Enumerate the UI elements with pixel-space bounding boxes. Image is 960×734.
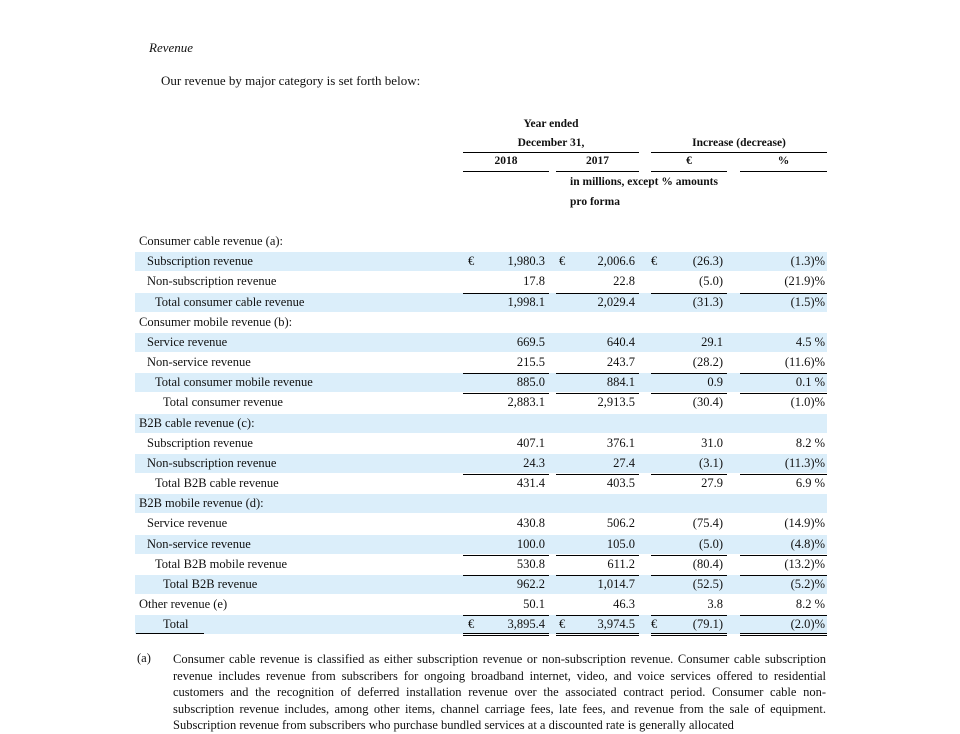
table-row bbox=[135, 313, 827, 332]
cell-v2017: 46.3 bbox=[613, 597, 635, 612]
row-label: Total bbox=[163, 617, 189, 632]
table-row bbox=[135, 293, 827, 312]
table-row bbox=[135, 353, 827, 372]
header-december: December 31, bbox=[517, 137, 585, 149]
cell-v2017: 3,974.5 bbox=[597, 617, 635, 632]
rule-percent bbox=[740, 171, 827, 172]
table-row bbox=[135, 595, 827, 614]
footnote-text: Consumer cable revenue is classified as either subscription revenue or non-subscription revenue. Consumer cable subscription revenue includes revenue from subscribers for ongoing broadband internet, video, and voice services offered to residential customers and the recognition of deferred installation revenue over the associated contract period. Consumer cable non-subscription revenue includes, among other items, channel carriage fees, late fees, and revenue from the sale of equipment. Subscription revenue from subscribers who purchase bundled services at a discounted rate is generally allocated bbox=[173, 652, 826, 732]
subtotal-rule bbox=[740, 555, 827, 556]
cell-v2018: 1,998.1 bbox=[507, 294, 545, 309]
header-rule-change bbox=[651, 152, 827, 153]
subtotal-rule bbox=[740, 393, 827, 394]
cell-pct: (1.0)% bbox=[790, 395, 825, 410]
cell-chg: 29.1 bbox=[701, 334, 723, 349]
table-row bbox=[135, 272, 827, 291]
cell-v2018: 17.8 bbox=[523, 274, 545, 289]
footnote-rule bbox=[136, 633, 204, 634]
cell-pct: (4.8)% bbox=[790, 536, 825, 551]
rule-euro bbox=[651, 171, 727, 172]
cell-chg: (5.0) bbox=[699, 274, 723, 289]
row-label: Total B2B revenue bbox=[163, 576, 258, 591]
header-rule-years bbox=[463, 152, 639, 153]
cell-v2017: 2,913.5 bbox=[597, 395, 635, 410]
table-row bbox=[135, 434, 827, 453]
row-label: Total consumer cable revenue bbox=[155, 294, 305, 309]
row-label: Total consumer mobile revenue bbox=[155, 375, 313, 390]
row-label: Consumer mobile revenue (b): bbox=[139, 314, 293, 329]
table-row bbox=[135, 514, 827, 533]
rule-2017 bbox=[556, 171, 639, 172]
cell-chg: (3.1) bbox=[699, 455, 723, 470]
cell-chg: (79.1) bbox=[692, 617, 723, 632]
cell-v2017: 884.1 bbox=[606, 375, 635, 390]
cell-v2018: 3,895.4 bbox=[507, 617, 545, 632]
table-row bbox=[135, 474, 827, 493]
cell-v2018: 430.8 bbox=[516, 516, 545, 531]
header-pro-forma: pro forma bbox=[570, 196, 620, 208]
cell-pct: (5.2)% bbox=[790, 576, 825, 591]
cell-v2018: 407.1 bbox=[516, 435, 545, 450]
cell-pct: 0.1 % bbox=[795, 375, 825, 390]
row-label: Consumer cable revenue (a): bbox=[139, 234, 284, 248]
currency-symbol: € bbox=[468, 254, 475, 269]
row-label: Service revenue bbox=[147, 516, 228, 531]
cell-v2017: 27.4 bbox=[613, 455, 635, 470]
cell-chg: (52.5) bbox=[692, 576, 723, 591]
cell-chg: (31.3) bbox=[692, 294, 723, 309]
cell-v2017: 1,014.7 bbox=[597, 576, 635, 591]
subtotal-rule bbox=[740, 373, 827, 374]
cell-pct: 4.5 % bbox=[795, 334, 825, 349]
section-heading: Revenue bbox=[149, 40, 194, 55]
cell-v2018: 431.4 bbox=[516, 476, 545, 491]
row-label: Non-service revenue bbox=[147, 355, 251, 370]
currency-symbol: € bbox=[651, 617, 658, 632]
row-label: Total consumer revenue bbox=[163, 395, 283, 410]
row-label: Subscription revenue bbox=[147, 435, 253, 450]
cell-v2017: 403.5 bbox=[606, 476, 635, 491]
cell-v2017: 2,029.4 bbox=[597, 294, 635, 309]
subtotal-rule bbox=[463, 575, 549, 576]
cell-pct: (13.2)% bbox=[784, 556, 825, 571]
intro-text: Our revenue by major category is set forth below: bbox=[161, 73, 421, 88]
total-double-rule bbox=[556, 633, 639, 636]
currency-symbol: € bbox=[559, 617, 566, 632]
subtotal-rule bbox=[740, 293, 827, 294]
subtotal-rule bbox=[556, 474, 639, 475]
table-row bbox=[135, 373, 827, 392]
subtotal-rule bbox=[740, 575, 827, 576]
row-label: Total B2B mobile revenue bbox=[155, 556, 288, 571]
cell-chg: (75.4) bbox=[692, 516, 723, 531]
table-row bbox=[135, 454, 827, 473]
subtotal-rule bbox=[651, 393, 727, 394]
cell-pct: (21.9)% bbox=[784, 274, 825, 289]
row-label: Service revenue bbox=[147, 334, 228, 349]
footnote-marker: (a) bbox=[137, 651, 151, 665]
header-increase-decrease: Increase (decrease) bbox=[692, 137, 786, 149]
row-label: B2B mobile revenue (d): bbox=[139, 496, 264, 511]
table-row bbox=[135, 615, 827, 634]
subtotal-rule bbox=[556, 615, 639, 616]
table-row bbox=[135, 575, 827, 594]
header-units: in millions, except % amounts bbox=[570, 176, 718, 188]
header-year-ended: Year ended bbox=[523, 118, 579, 130]
subtotal-rule bbox=[651, 555, 727, 556]
cell-v2018: 24.3 bbox=[523, 455, 545, 470]
cell-v2017: 376.1 bbox=[606, 435, 635, 450]
cell-v2018: 885.0 bbox=[516, 375, 545, 390]
subtotal-rule bbox=[651, 293, 727, 294]
cell-pct: 8.2 % bbox=[795, 597, 825, 612]
cell-pct: (11.6)% bbox=[784, 355, 825, 370]
cell-v2017: 243.7 bbox=[606, 355, 635, 370]
subtotal-rule bbox=[651, 373, 727, 374]
subtotal-rule bbox=[651, 474, 727, 475]
cell-v2018: 530.8 bbox=[516, 556, 545, 571]
cell-chg: 3.8 bbox=[707, 597, 723, 612]
cell-chg: (30.4) bbox=[692, 395, 723, 410]
cell-v2018: 1,980.3 bbox=[507, 254, 545, 269]
subtotal-rule bbox=[556, 575, 639, 576]
cell-chg: 27.9 bbox=[701, 476, 723, 491]
cell-pct: (1.5)% bbox=[790, 294, 825, 309]
cell-v2018: 962.2 bbox=[516, 576, 545, 591]
cell-v2018: 100.0 bbox=[516, 536, 545, 551]
header-percent: % bbox=[777, 155, 790, 167]
cell-v2018: 2,883.1 bbox=[507, 395, 545, 410]
table-row bbox=[135, 252, 827, 271]
row-label: Non-service revenue bbox=[147, 536, 251, 551]
row-label: B2B cable revenue (c): bbox=[139, 415, 255, 430]
header-2018: 2018 bbox=[494, 155, 518, 167]
subtotal-rule bbox=[651, 575, 727, 576]
cell-chg: (28.2) bbox=[692, 355, 723, 370]
table-row bbox=[135, 414, 827, 433]
cell-v2018: 669.5 bbox=[516, 334, 545, 349]
subtotal-rule bbox=[463, 373, 549, 374]
total-double-rule bbox=[651, 633, 727, 636]
subtotal-rule bbox=[556, 393, 639, 394]
cell-chg: 0.9 bbox=[707, 375, 723, 390]
subtotal-rule bbox=[556, 555, 639, 556]
subtotal-rule bbox=[740, 615, 827, 616]
cell-v2017: 640.4 bbox=[606, 334, 635, 349]
cell-v2017: 506.2 bbox=[606, 516, 635, 531]
cell-pct: 8.2 % bbox=[795, 435, 825, 450]
cell-chg: (5.0) bbox=[699, 536, 723, 551]
cell-pct: (1.3)% bbox=[790, 254, 825, 269]
cell-v2017: 105.0 bbox=[606, 536, 635, 551]
rule-2018 bbox=[463, 171, 549, 172]
cell-v2017: 22.8 bbox=[613, 274, 635, 289]
currency-symbol: € bbox=[651, 254, 658, 269]
cell-pct: 6.9 % bbox=[795, 476, 825, 491]
subtotal-rule bbox=[463, 615, 549, 616]
cell-chg: (26.3) bbox=[692, 254, 723, 269]
row-label: Non-subscription revenue bbox=[147, 455, 277, 470]
total-double-rule bbox=[463, 633, 549, 636]
total-double-rule bbox=[740, 633, 827, 636]
table-row bbox=[135, 494, 827, 513]
cell-pct: (14.9)% bbox=[784, 516, 825, 531]
subtotal-rule bbox=[463, 293, 549, 294]
table-row bbox=[135, 535, 827, 554]
subtotal-rule bbox=[556, 293, 639, 294]
subtotal-rule bbox=[651, 615, 727, 616]
table-row bbox=[135, 393, 827, 412]
currency-symbol: € bbox=[468, 617, 475, 632]
header-2017: 2017 bbox=[586, 155, 609, 167]
table-row bbox=[135, 333, 827, 352]
subtotal-rule bbox=[740, 474, 827, 475]
row-label: Subscription revenue bbox=[147, 254, 253, 269]
subtotal-rule bbox=[463, 555, 549, 556]
cell-chg: 31.0 bbox=[701, 435, 723, 450]
row-label: Other revenue (e) bbox=[139, 597, 228, 612]
header-euro: € bbox=[686, 155, 692, 167]
cell-v2017: 2,006.6 bbox=[597, 254, 635, 269]
subtotal-rule bbox=[463, 393, 549, 394]
cell-v2017: 611.2 bbox=[607, 556, 635, 571]
cell-pct: (11.3)% bbox=[784, 455, 825, 470]
table-row bbox=[135, 232, 827, 251]
table-row bbox=[135, 555, 827, 574]
cell-pct: (2.0)% bbox=[790, 617, 825, 632]
row-label: Total B2B cable revenue bbox=[155, 476, 279, 491]
currency-symbol: € bbox=[559, 254, 566, 269]
subtotal-rule bbox=[556, 373, 639, 374]
cell-chg: (80.4) bbox=[692, 556, 723, 571]
cell-v2018: 215.5 bbox=[516, 355, 545, 370]
row-label: Non-subscription revenue bbox=[147, 274, 277, 289]
subtotal-rule bbox=[463, 474, 549, 475]
cell-v2018: 50.1 bbox=[523, 597, 545, 612]
